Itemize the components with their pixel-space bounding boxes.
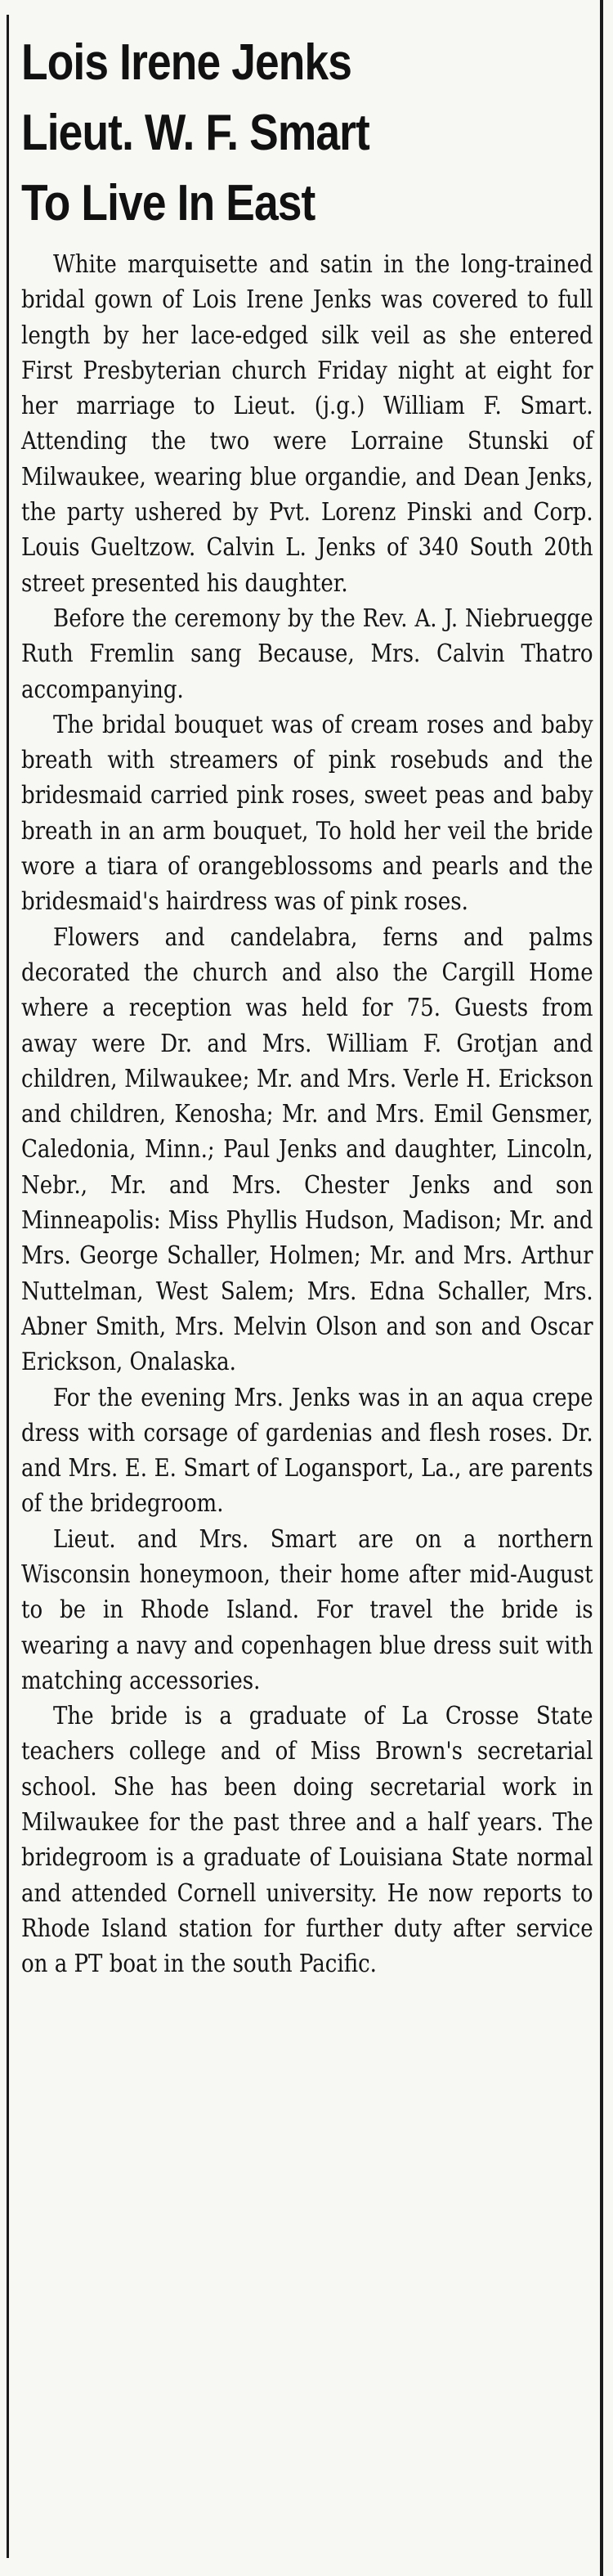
headline-line-1: Lois Irene Jenks [21, 34, 352, 91]
paragraph-biography: The bride is a graduate of La Crosse State teachers college and of Miss Brown's secretarial school. She has been doing secretarial work in Milwaukee for the past three and a half years. The bridegroom is a graduate of Louisiana State normal and attended Cornell university. He now reports to Rhode Island station for further duty after service on a PT boat in the south Pacific. [21, 1702, 593, 1979]
headline [21, 28, 513, 239]
article-text [21, 247, 593, 1982]
column-rule-right [600, 0, 603, 2576]
headline-line-2: Lieut. W. F. Smart [21, 105, 369, 161]
paragraph-bouquet: The bridal bouquet was of cream roses and baby breath with streamers of pink rosebuds and the bridesmaid carried pink roses, sweet peas and baby breath in an arm bouquet, To hold her veil the bride wore a tiara of orangeblossoms and pearls and the bridesmaid's hairdress was of pink roses. [21, 710, 593, 917]
paragraph-evening-attire: For the evening Mrs. Jenks was in an aqua crepe dress with corsage of gardenias and flesh roses. Dr. and Mrs. E. E. Smart of Logansport, La., are parents of the bridegroom. [21, 1383, 593, 1519]
article-body [21, 247, 593, 1982]
paragraph-reception-guests: Flowers and candelabra, ferns and palms decorated the church and also the Cargill Home where a reception was held for 75. Guests from away were Dr. and Mrs. William F. Grotjan and children, Milwaukee; Mr. and Mrs. Verle H. Erickson and children, Kenosha; Mr. and Mrs. Emil Gensmer, Caledonia, Minn.; Paul Jenks and daughter, Lincoln, Nebr., Mr. and Mrs. Chester Jenks and son Minneapolis: Miss Phyllis Hudson, Madison; Mr. and Mrs. George Schaller, Holmen; Mr. and Mrs. Arthur Nuttelman, West Salem; Mrs. Edna Schaller, Mrs. Abner Smith, Mrs. Melvin Olson and son and Oscar Erickson, Onalaska. [21, 922, 593, 1377]
paragraph-wedding-gown: White marquisette and satin in the long-trained bridal gown of Lois Irene Jenks was covered to full length by her lace-edged silk veil as she entered First Presbyterian church Friday night at eight for her marriage to Lieut. (j.g.) William F. Smart. Attending the two were Lorraine Stunski of Milwaukee, wearing blue organdie, and Dean Jenks, the party ushered by Pvt. Lorenz Pinski and Corp. Louis Gueltzow. Calvin L. Jenks of 340 South 20th street presented his daughter. [21, 250, 593, 598]
paragraph-honeymoon: Lieut. and Mrs. Smart are on a northern Wisconsin honeymoon, their home after mid-August to be in Rhode Island. For travel the bride is wearing a navy and copenhagen blue dress suit with matching accessories. [21, 1524, 593, 1695]
paragraph-ceremony: Before the ceremony by the Rev. A. J. Niebruegge Ruth Fremlin sang Because, Mrs. Calvin Thatro accompanying. [21, 604, 593, 704]
column-rule-left [7, 15, 9, 2558]
headline-line-3: To Live In East [21, 175, 315, 231]
